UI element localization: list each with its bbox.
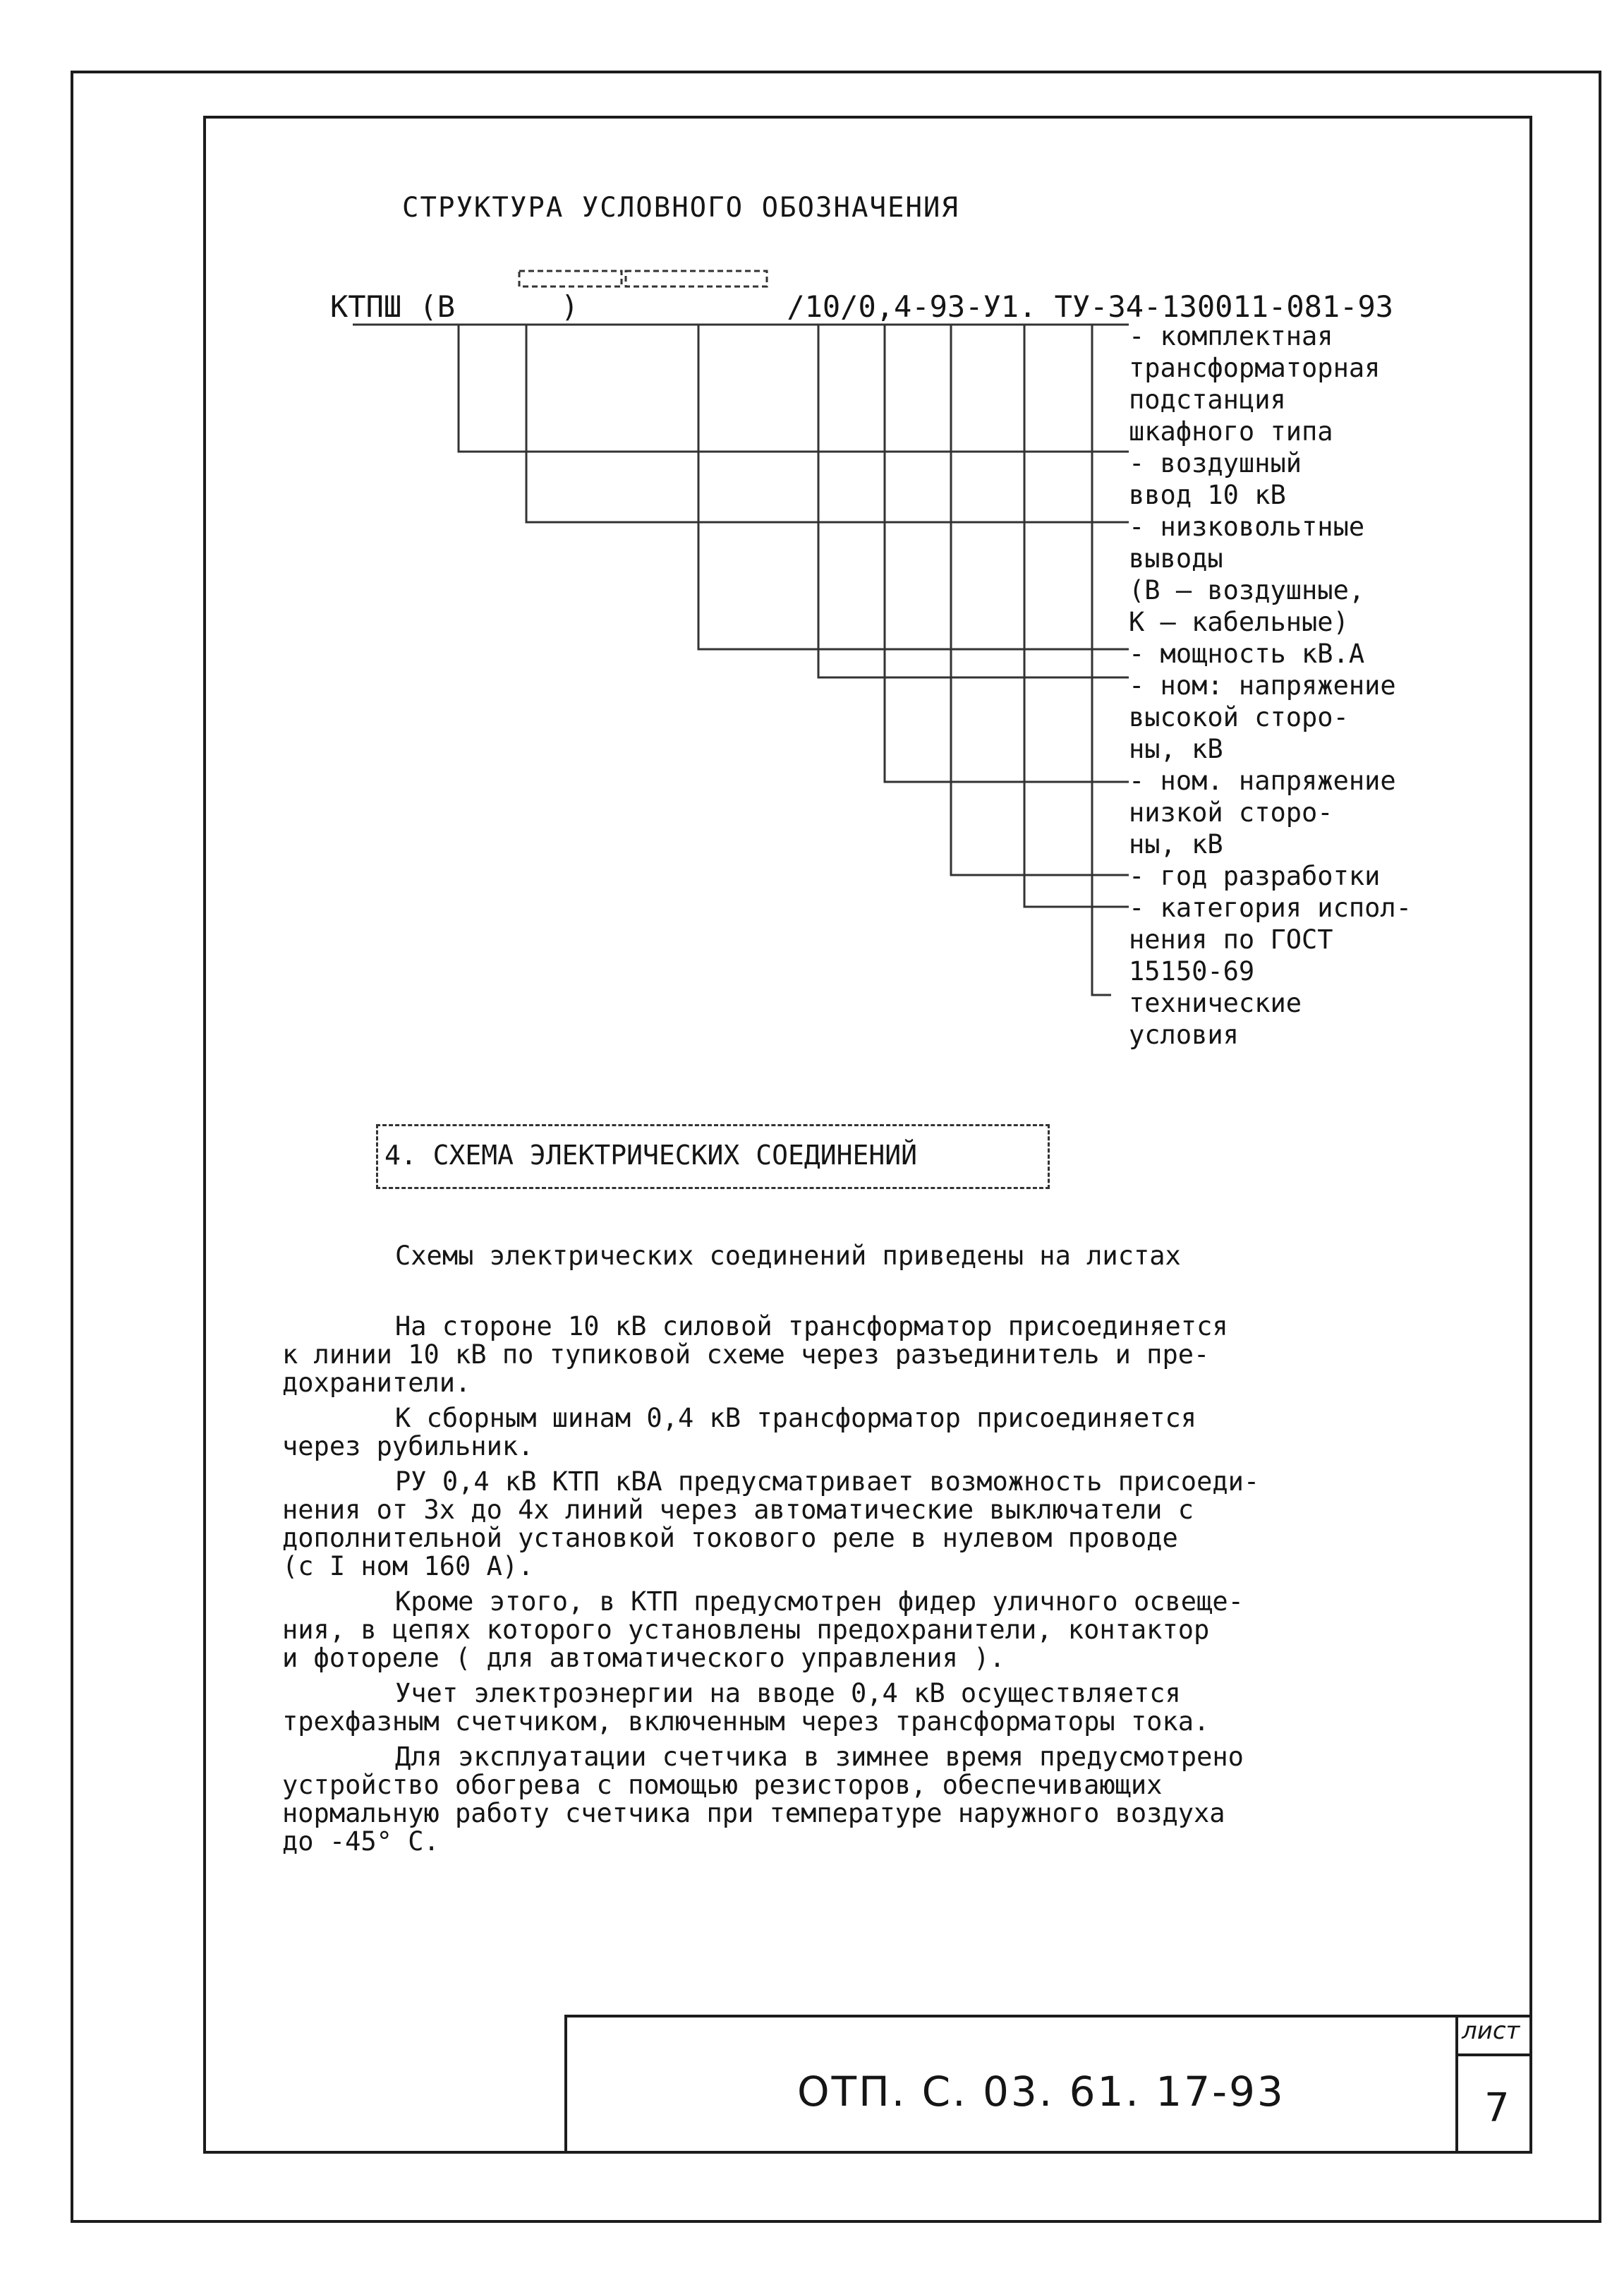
- section-heading: 4. СХЕМА ЭЛЕКТРИЧЕСКИХ СОЕДИНЕНИЙ: [384, 1140, 917, 1171]
- code-line: [330, 289, 1393, 324]
- document-code: ОТП. С. 03. 61. 17-93: [797, 2068, 1285, 2116]
- paragraph-intro: Схемы электрических соединений приведены на листах: [395, 1241, 1181, 1271]
- decoder-line: ввод 10 кВ: [1129, 480, 1286, 510]
- decoder-line: - мощность кВ.А: [1129, 639, 1365, 669]
- body-line: устройство обогрева с помощью резисторов, обеспечивающих: [282, 1770, 1163, 1800]
- structure-title: СТРУКТУРА УСЛОВНОГО ОБОЗНАЧЕНИЯ: [402, 192, 959, 224]
- body-line: Кроме этого, в КТП предусмотрен фидер уличного освеще-: [395, 1586, 1244, 1617]
- decoder-line: - ном. напряжение: [1129, 766, 1396, 796]
- code-close: ): [561, 289, 579, 324]
- body-line: ния, в цепях которого установлены предохранители, контактор: [282, 1615, 1210, 1645]
- decoder-line: К – кабельные): [1129, 607, 1349, 637]
- decoder-line: - комплектная: [1129, 321, 1333, 351]
- body-line: нормальную работу счетчика при температуре наружного воздуха: [282, 1798, 1225, 1828]
- decoder-line: - год разработки: [1129, 861, 1381, 891]
- decoder-line: ны, кВ: [1129, 829, 1223, 860]
- body-line: через рубильник.: [282, 1431, 534, 1461]
- body-line: Для эксплуатации счетчика в зимнее время предусмотрено: [395, 1742, 1244, 1772]
- decoder-line: - воздушный: [1129, 448, 1302, 478]
- body-line: (с I ном 160 А).: [282, 1551, 534, 1581]
- sheet-number: 7: [1484, 2085, 1510, 2131]
- body-line: РУ 0,4 кВ КТП кВА предусматривает возможность присоеди-: [395, 1466, 1260, 1497]
- decoder-line: выводы: [1129, 543, 1223, 574]
- decoder-line: низкой сторо-: [1129, 797, 1333, 828]
- decoder-line: - категория испол-: [1129, 893, 1412, 923]
- body-line: Учет электроэнергии на вводе 0,4 кВ осуществляется: [395, 1678, 1181, 1708]
- body-line: На стороне 10 кВ силовой трансформатор присоединяется: [395, 1311, 1228, 1341]
- decoder-line: высокой сторо-: [1129, 702, 1349, 732]
- decoder-line: ны, кВ: [1129, 734, 1223, 764]
- sheet-label: лист: [1462, 2017, 1520, 2045]
- code-prefix: КТПШ (В: [330, 289, 456, 324]
- code-suffix: /10/0,4-93-У1. ТУ-34-130011-081-93: [787, 289, 1394, 324]
- body-line: до -45° С.: [282, 1826, 440, 1857]
- sheet-divider: [1455, 2053, 1532, 2056]
- body-line: нения от 3х до 4х линий через автоматические выключатели с: [282, 1495, 1194, 1525]
- decoder-line: (В – воздушные,: [1129, 575, 1365, 605]
- body-line: К сборным шинам 0,4 кВ трансформатор присоединяется: [395, 1403, 1197, 1433]
- decoder-line: 15150-69: [1129, 956, 1255, 987]
- decoder-line: - ном: напряжение: [1129, 670, 1396, 701]
- body-line: и фотореле ( для автоматического управления ).: [282, 1643, 1005, 1673]
- decoder-line: шкафного типа: [1129, 416, 1333, 447]
- decoder-line: - низковольтные: [1129, 512, 1365, 542]
- body-line: к линии 10 кВ по тупиковой схеме через разъединитель и пре-: [282, 1339, 1210, 1370]
- decoder-line: нения по ГОСТ: [1129, 924, 1333, 955]
- body-line: дохранители.: [282, 1368, 471, 1398]
- decoder-line: условия: [1129, 1020, 1239, 1050]
- body-line: трехфазным счетчиком, включенным через трансформаторы тока.: [282, 1706, 1210, 1737]
- decoder-line: технические: [1129, 988, 1302, 1018]
- decoder-line: трансформаторная: [1129, 353, 1381, 383]
- body-line: дополнительной установкой токового реле в нулевом проводе: [282, 1523, 1178, 1553]
- decoder-line: подстанция: [1129, 385, 1286, 415]
